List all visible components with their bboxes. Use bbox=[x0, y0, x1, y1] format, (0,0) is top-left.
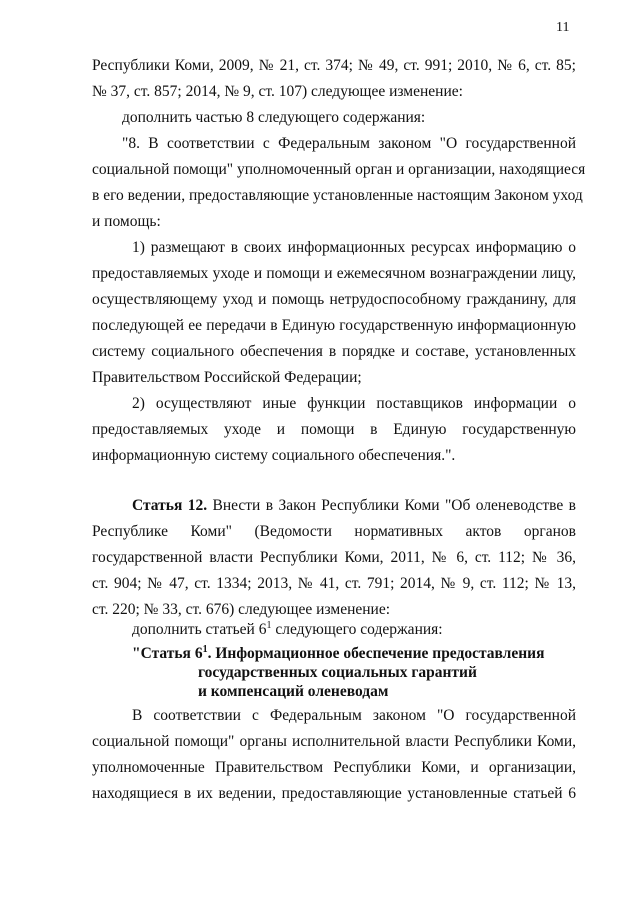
add-suffix: следующего содержания: bbox=[271, 621, 443, 638]
heading-sup: 1 bbox=[202, 643, 208, 655]
text-line: В соответствии с Федеральным законом "О государственной bbox=[132, 707, 576, 724]
text-line: в его ведении, предоставляющие установленные настоящим Законом уход bbox=[92, 187, 583, 204]
text-line: предоставляемых уходе и помощи и ежемесячном вознаграждении лицу, bbox=[92, 265, 576, 282]
text-line: последующей ее передачи в Единую государственную информационную bbox=[92, 317, 576, 334]
text-line: "8. В соответствии с Федеральным законом "О государственной bbox=[122, 135, 576, 152]
text-line: государственной власти Республики Коми, 2011, № 6, ст. 112; № 36, bbox=[92, 549, 576, 566]
heading-prefix: "Статья 6 bbox=[132, 645, 203, 662]
text-line: Республике Коми" (Ведомости нормативных актов органов bbox=[92, 523, 576, 540]
article-12-first-line bbox=[132, 496, 576, 516]
add-sup: 1 bbox=[266, 619, 272, 631]
text-line: ст. 220; № 33, ст. 676) следующее изменение: bbox=[92, 601, 391, 618]
text-line: Республики Коми, 2009, № 21, ст. 374; № 49, ст. 991; 2010, № 6, ст. 85; bbox=[92, 57, 576, 74]
page-number: 11 bbox=[556, 20, 570, 35]
add-article-line bbox=[132, 620, 576, 640]
text-line: социальной помощи" уполномоченный орган и организации, находящиеся bbox=[92, 161, 586, 178]
text-line: информационную систему социального обеспечения.". bbox=[92, 447, 456, 464]
article-12-label: Статья 12. bbox=[132, 497, 208, 514]
article-heading bbox=[132, 644, 545, 701]
text-line: предоставляемых уходе и помощи в Единую государственную bbox=[92, 421, 576, 438]
text-line: систему социального обеспечения в порядке и составе, установленных bbox=[92, 343, 576, 360]
text-line: ст. 904; № 47, ст. 1334; 2013, № 41, ст. 791; 2014, № 9, ст. 112; № 13, bbox=[92, 575, 576, 592]
add-prefix: дополнить статьей 6 bbox=[132, 621, 267, 638]
text-line: Правительством Российской Федерации; bbox=[92, 369, 362, 386]
article-12-text: Внести в Закон Республики Коми "Об оленеводстве в bbox=[207, 497, 576, 514]
text-line: 1) размещают в своих информационных ресурсах информацию о bbox=[132, 239, 576, 256]
text-line: социальной помощи" органы исполнительной власти Республики Коми, bbox=[92, 733, 576, 750]
text-line: и помощь: bbox=[92, 213, 161, 230]
text-line: уполномоченные Правительством Республики Коми, и организации, bbox=[92, 759, 576, 776]
text-line: 2) осуществляют иные функции поставщиков информации о bbox=[132, 395, 576, 412]
text-line: находящиеся в их ведении, предоставляющие установленные статьей 6 bbox=[92, 785, 576, 802]
text-line: осуществляющему уход и помощь нетрудоспособному гражданину, для bbox=[92, 291, 576, 308]
text-line: дополнить частью 8 следующего содержания: bbox=[122, 109, 426, 126]
heading-title-line-3: и компенсаций оленеводам bbox=[198, 683, 389, 700]
heading-title-line-2: государственных социальных гарантий bbox=[198, 664, 477, 681]
heading-title-line-1: . Информационное обеспечение предоставления bbox=[207, 645, 545, 662]
text-line: № 37, ст. 857; 2014, № 9, ст. 107) следующее изменение: bbox=[92, 83, 463, 100]
